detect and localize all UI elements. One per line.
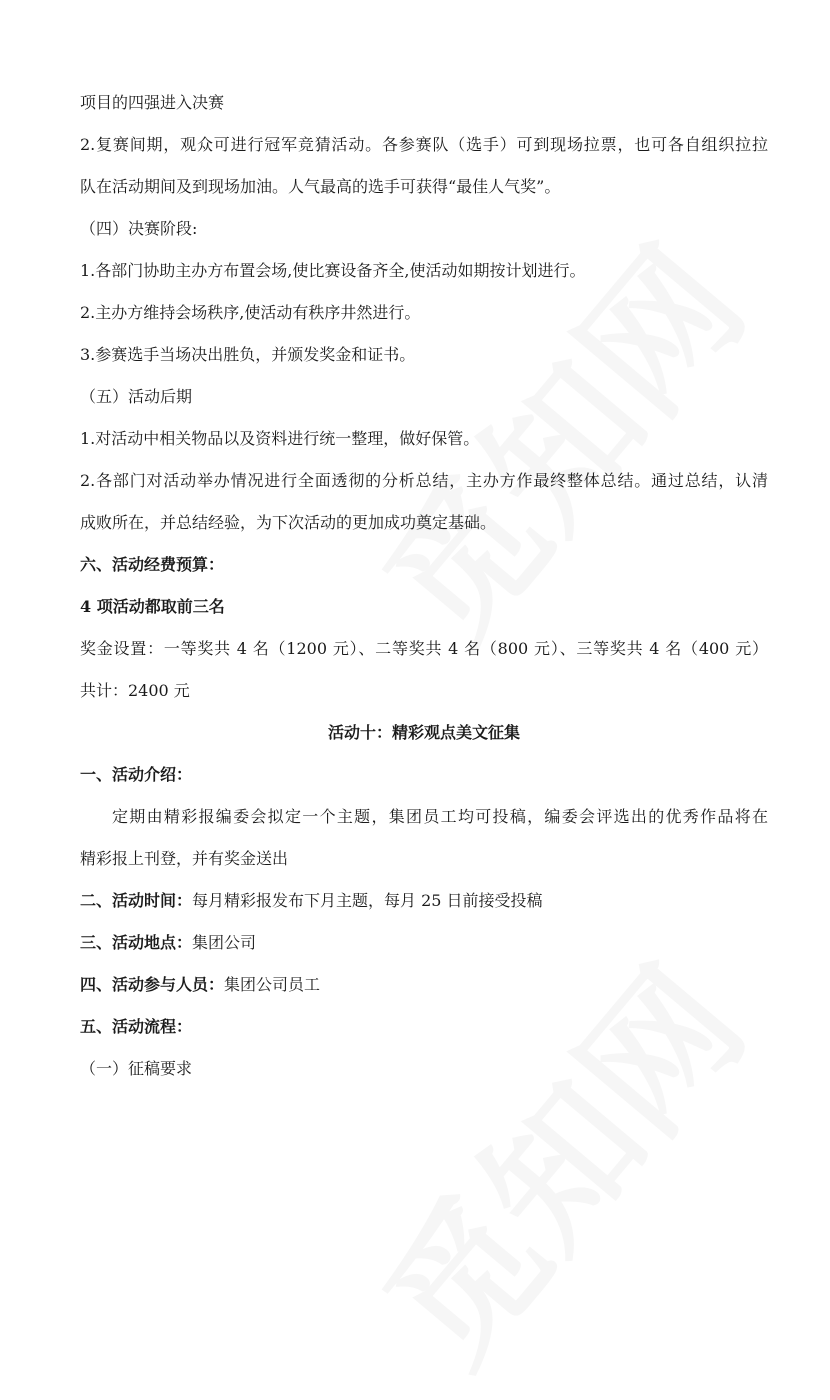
paragraph: 奖金设置：一等奖共 4 名（1200 元）、二等奖共 4 名（800 元）、三等奖共 4 名（400 元） — [80, 639, 768, 658]
paragraph: 精彩报上刊登，并有奖金送出 — [80, 849, 289, 868]
section-line — [80, 880, 768, 922]
section-label: 二、活动时间： — [80, 891, 193, 910]
section-label: 三、活动地点： — [80, 933, 193, 952]
section-line — [80, 964, 768, 1006]
activity-title: 活动十：精彩观点美文征集 — [327, 723, 520, 742]
paragraph: 共计：2400 元 — [80, 681, 190, 700]
section-text: 集团公司员工 — [224, 975, 321, 994]
subheading: （四）决赛阶段: — [80, 219, 198, 238]
section-label: 四、活动参与人员： — [80, 975, 225, 994]
section-heading: 六、活动经费预算： — [80, 555, 225, 574]
paragraph: 成败所在，并总结经验，为下次活动的更加成功奠定基础。 — [80, 513, 497, 532]
paragraph: 2.复赛间期，观众可进行冠军竞猜活动。各参赛队（选手）可到现场拉票，也可各自组织拉拉 — [80, 135, 768, 154]
paragraph: 队在活动期间及到现场加油。人气最高的选手可获得“最佳人气奖”。 — [80, 177, 561, 196]
section-text: 集团公司 — [192, 933, 257, 952]
paragraph: 1.对活动中相关物品以及资料进行统一整理，做好保管。 — [80, 429, 480, 448]
document-page — [80, 82, 768, 1090]
section-heading: 4 项活动都取前三名 — [80, 597, 225, 616]
section-heading: 一、活动介绍： — [80, 765, 193, 784]
paragraph: 3.参赛选手当场决出胜负，并颁发奖金和证书。 — [80, 345, 416, 364]
paragraph: 1.各部门协助主办方布置会场,使比赛设备齐全,使活动如期按计划进行。 — [80, 261, 586, 280]
subheading: （一）征稿要求 — [80, 1059, 193, 1078]
paragraph: 2.各部门对活动举办情况进行全面透彻的分析总结，主办方作最终整体总结。通过总结，认清 — [80, 471, 768, 490]
section-text: 每月精彩报发布下月主题，每月 25 日前接受投稿 — [192, 891, 543, 910]
section-heading: 五、活动流程： — [80, 1017, 193, 1036]
paragraph: 2.主办方维持会场秩序,使活动有秩序井然进行。 — [80, 303, 421, 322]
paragraph: 定期由精彩报编委会拟定一个主题，集团员工均可投稿，编委会评选出的优秀作品将在 — [112, 807, 768, 826]
subheading: （五）活动后期 — [80, 387, 193, 406]
section-line — [80, 922, 768, 964]
paragraph: 项目的四强进入决赛 — [80, 93, 225, 112]
